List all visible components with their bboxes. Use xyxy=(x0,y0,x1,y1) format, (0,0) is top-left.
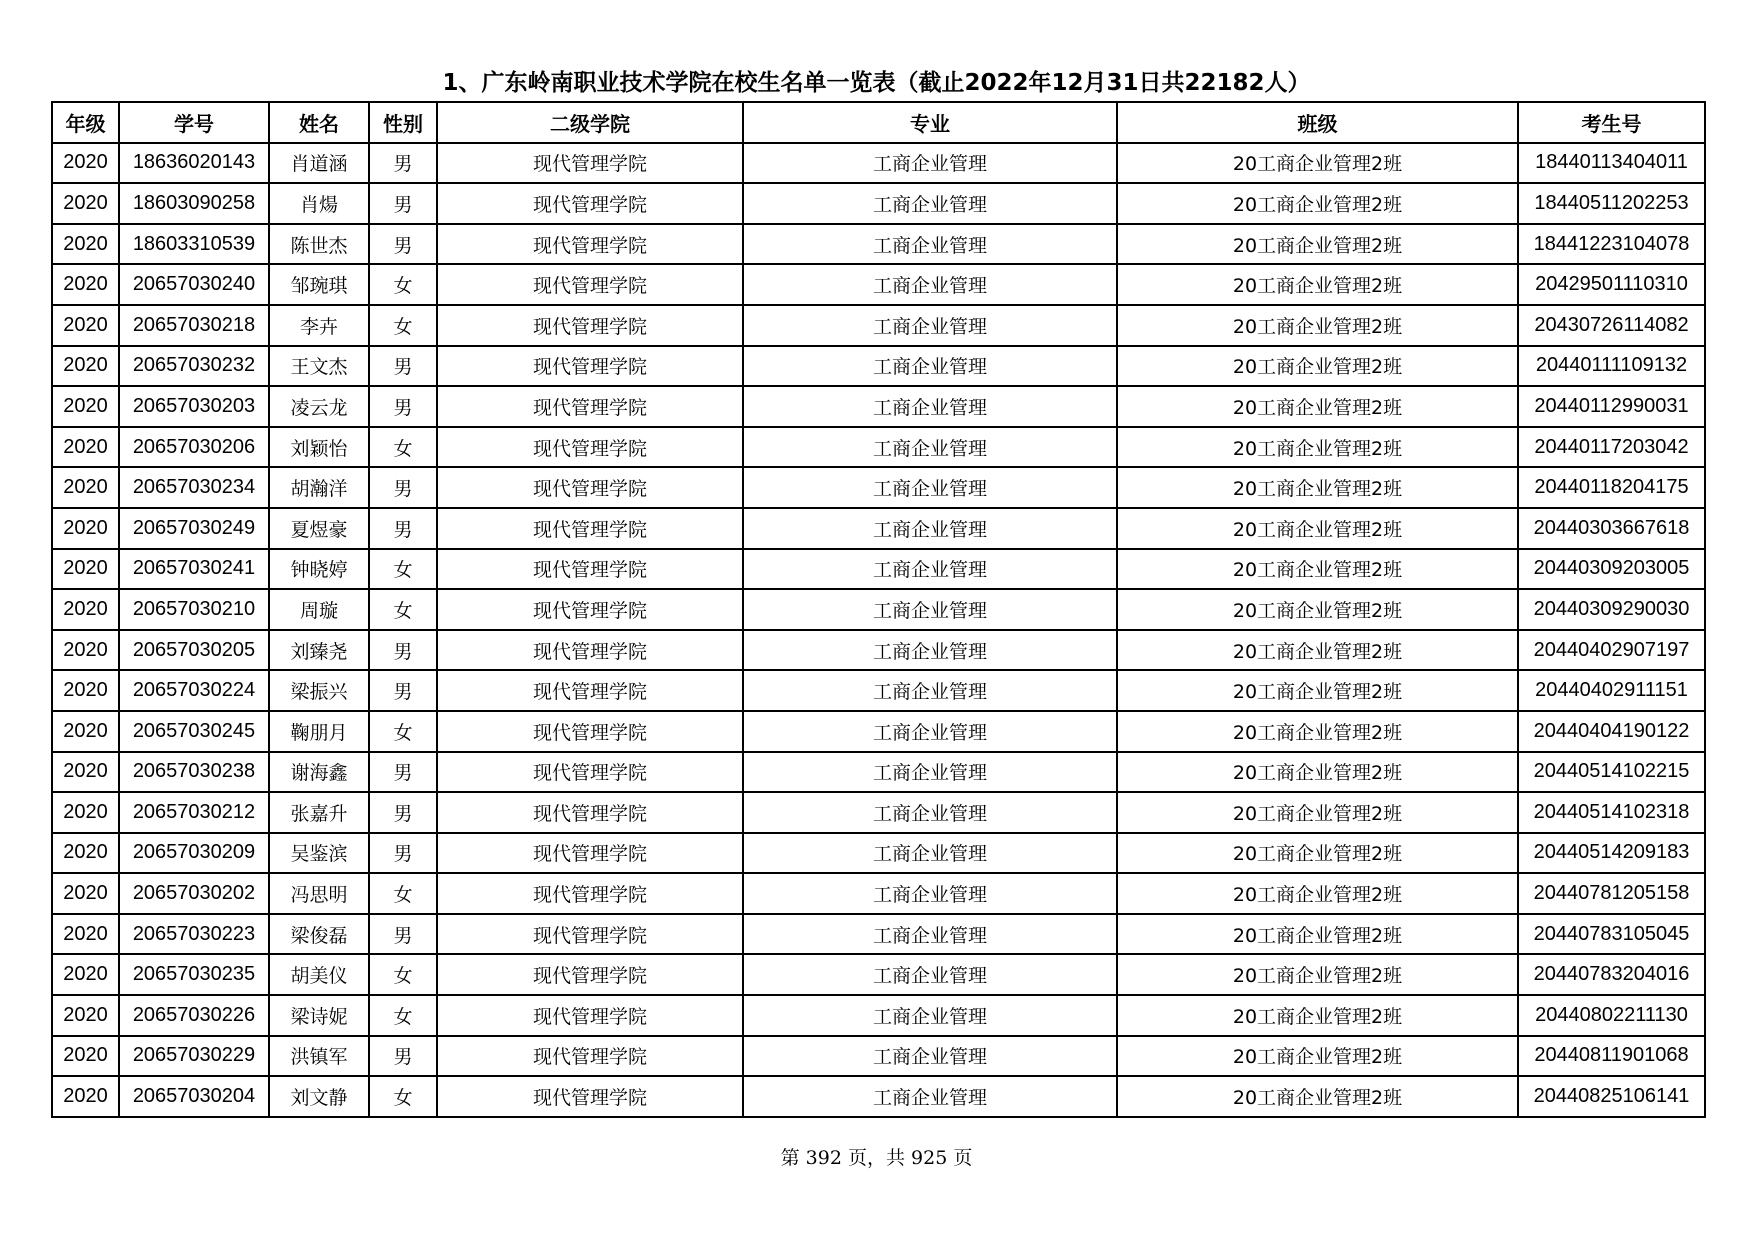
grade-cell: 2020 xyxy=(52,1076,119,1117)
gender-cell: 女 xyxy=(369,549,437,590)
table-row xyxy=(52,143,1705,184)
table-row xyxy=(52,914,1705,955)
major-cell: 工商企业管理 xyxy=(743,995,1117,1036)
name-cell: 李卉 xyxy=(269,305,369,346)
student-id-cell: 18636020143 xyxy=(119,143,269,184)
grade-cell: 2020 xyxy=(52,346,119,387)
header-class: 班级 xyxy=(1117,102,1518,143)
major-cell: 工商企业管理 xyxy=(743,630,1117,671)
college-cell: 现代管理学院 xyxy=(437,752,743,793)
name-cell: 洪镇军 xyxy=(269,1036,369,1077)
major-cell: 工商企业管理 xyxy=(743,873,1117,914)
name-cell: 冯思明 xyxy=(269,873,369,914)
class-cell: 20工商企业管理2班 xyxy=(1117,143,1518,184)
exam-number-cell: 20440402911151 xyxy=(1518,670,1705,711)
name-cell: 钟晓婷 xyxy=(269,549,369,590)
table-row xyxy=(52,792,1705,833)
class-cell: 20工商企业管理2班 xyxy=(1117,549,1518,590)
major-cell: 工商企业管理 xyxy=(743,1076,1117,1117)
student-id-cell: 20657030204 xyxy=(119,1076,269,1117)
gender-cell: 男 xyxy=(369,143,437,184)
name-cell: 肖道涵 xyxy=(269,143,369,184)
grade-cell: 2020 xyxy=(52,833,119,874)
college-cell: 现代管理学院 xyxy=(437,833,743,874)
class-cell: 20工商企业管理2班 xyxy=(1117,630,1518,671)
gender-cell: 男 xyxy=(369,386,437,427)
exam-number-cell: 20440783204016 xyxy=(1518,954,1705,995)
class-cell: 20工商企业管理2班 xyxy=(1117,467,1518,508)
table-row xyxy=(52,752,1705,793)
major-cell: 工商企业管理 xyxy=(743,792,1117,833)
table-row xyxy=(52,954,1705,995)
name-cell: 梁振兴 xyxy=(269,670,369,711)
student-id-cell: 20657030235 xyxy=(119,954,269,995)
grade-cell: 2020 xyxy=(52,386,119,427)
grade-cell: 2020 xyxy=(52,183,119,224)
table-header-row xyxy=(52,102,1705,143)
student-id-cell: 18603090258 xyxy=(119,183,269,224)
grade-cell: 2020 xyxy=(52,264,119,305)
exam-number-cell: 20440404190122 xyxy=(1518,711,1705,752)
name-cell: 刘颖怡 xyxy=(269,427,369,468)
table-row xyxy=(52,183,1705,224)
name-cell: 夏煜豪 xyxy=(269,508,369,549)
gender-cell: 男 xyxy=(369,467,437,508)
exam-number-cell: 20440112990031 xyxy=(1518,386,1705,427)
grade-cell: 2020 xyxy=(52,549,119,590)
student-id-cell: 20657030226 xyxy=(119,995,269,1036)
class-cell: 20工商企业管理2班 xyxy=(1117,954,1518,995)
name-cell: 吴鉴滨 xyxy=(269,833,369,874)
table-row xyxy=(52,711,1705,752)
gender-cell: 女 xyxy=(369,954,437,995)
student-id-cell: 18603310539 xyxy=(119,224,269,265)
student-roster-table xyxy=(51,101,1706,1118)
name-cell: 凌云龙 xyxy=(269,386,369,427)
exam-number-cell: 20440802211130 xyxy=(1518,995,1705,1036)
class-cell: 20工商企业管理2班 xyxy=(1117,386,1518,427)
class-cell: 20工商企业管理2班 xyxy=(1117,589,1518,630)
grade-cell: 2020 xyxy=(52,1036,119,1077)
gender-cell: 女 xyxy=(369,1076,437,1117)
college-cell: 现代管理学院 xyxy=(437,995,743,1036)
gender-cell: 女 xyxy=(369,711,437,752)
exam-number-cell: 18441223104078 xyxy=(1518,224,1705,265)
major-cell: 工商企业管理 xyxy=(743,752,1117,793)
class-cell: 20工商企业管理2班 xyxy=(1117,305,1518,346)
college-cell: 现代管理学院 xyxy=(437,711,743,752)
college-cell: 现代管理学院 xyxy=(437,670,743,711)
grade-cell: 2020 xyxy=(52,508,119,549)
gender-cell: 男 xyxy=(369,183,437,224)
grade-cell: 2020 xyxy=(52,752,119,793)
exam-number-cell: 20430726114082 xyxy=(1518,305,1705,346)
page-title: 1、广东岭南职业技术学院在校生名单一览表（截止2022年12月31日共22182人） xyxy=(442,70,1311,96)
major-cell: 工商企业管理 xyxy=(743,954,1117,995)
college-cell: 现代管理学院 xyxy=(437,427,743,468)
name-cell: 王文杰 xyxy=(269,346,369,387)
grade-cell: 2020 xyxy=(52,630,119,671)
major-cell: 工商企业管理 xyxy=(743,346,1117,387)
major-cell: 工商企业管理 xyxy=(743,386,1117,427)
header-student-id: 学号 xyxy=(119,102,269,143)
major-cell: 工商企业管理 xyxy=(743,264,1117,305)
student-id-cell: 20657030212 xyxy=(119,792,269,833)
name-cell: 刘文静 xyxy=(269,1076,369,1117)
college-cell: 现代管理学院 xyxy=(437,183,743,224)
major-cell: 工商企业管理 xyxy=(743,711,1117,752)
student-id-cell: 20657030245 xyxy=(119,711,269,752)
gender-cell: 女 xyxy=(369,873,437,914)
major-cell: 工商企业管理 xyxy=(743,143,1117,184)
student-id-cell: 20657030205 xyxy=(119,630,269,671)
table-row xyxy=(52,670,1705,711)
college-cell: 现代管理学院 xyxy=(437,264,743,305)
exam-number-cell: 20440118204175 xyxy=(1518,467,1705,508)
class-cell: 20工商企业管理2班 xyxy=(1117,346,1518,387)
name-cell: 刘臻尧 xyxy=(269,630,369,671)
college-cell: 现代管理学院 xyxy=(437,1076,743,1117)
table-row xyxy=(52,995,1705,1036)
grade-cell: 2020 xyxy=(52,589,119,630)
table-row xyxy=(52,386,1705,427)
major-cell: 工商企业管理 xyxy=(743,670,1117,711)
name-cell: 张嘉升 xyxy=(269,792,369,833)
exam-number-cell: 20440825106141 xyxy=(1518,1076,1705,1117)
exam-number-cell: 20440781205158 xyxy=(1518,873,1705,914)
table-row xyxy=(52,508,1705,549)
gender-cell: 男 xyxy=(369,346,437,387)
exam-number-cell: 20440811901068 xyxy=(1518,1036,1705,1077)
major-cell: 工商企业管理 xyxy=(743,508,1117,549)
student-id-cell: 20657030249 xyxy=(119,508,269,549)
name-cell: 肖煬 xyxy=(269,183,369,224)
gender-cell: 男 xyxy=(369,752,437,793)
student-id-cell: 20657030224 xyxy=(119,670,269,711)
name-cell: 陈世杰 xyxy=(269,224,369,265)
class-cell: 20工商企业管理2班 xyxy=(1117,752,1518,793)
class-cell: 20工商企业管理2班 xyxy=(1117,264,1518,305)
major-cell: 工商企业管理 xyxy=(743,833,1117,874)
student-id-cell: 20657030210 xyxy=(119,589,269,630)
student-id-cell: 20657030206 xyxy=(119,427,269,468)
name-cell: 邹琬琪 xyxy=(269,264,369,305)
gender-cell: 女 xyxy=(369,264,437,305)
college-cell: 现代管理学院 xyxy=(437,386,743,427)
exam-number-cell: 20440309290030 xyxy=(1518,589,1705,630)
exam-number-cell: 20440514209183 xyxy=(1518,833,1705,874)
name-cell: 梁俊磊 xyxy=(269,914,369,955)
table-row xyxy=(52,346,1705,387)
major-cell: 工商企业管理 xyxy=(743,224,1117,265)
exam-number-cell: 18440113404011 xyxy=(1518,143,1705,184)
name-cell: 胡美仪 xyxy=(269,954,369,995)
class-cell: 20工商企业管理2班 xyxy=(1117,833,1518,874)
major-cell: 工商企业管理 xyxy=(743,305,1117,346)
college-cell: 现代管理学院 xyxy=(437,508,743,549)
exam-number-cell: 20440111109132 xyxy=(1518,346,1705,387)
grade-cell: 2020 xyxy=(52,305,119,346)
gender-cell: 女 xyxy=(369,305,437,346)
gender-cell: 女 xyxy=(369,589,437,630)
exam-number-cell: 20429501110310 xyxy=(1518,264,1705,305)
exam-number-cell: 20440117203042 xyxy=(1518,427,1705,468)
table-row xyxy=(52,1076,1705,1117)
grade-cell: 2020 xyxy=(52,995,119,1036)
class-cell: 20工商企业管理2班 xyxy=(1117,427,1518,468)
gender-cell: 男 xyxy=(369,914,437,955)
grade-cell: 2020 xyxy=(52,670,119,711)
major-cell: 工商企业管理 xyxy=(743,427,1117,468)
gender-cell: 女 xyxy=(369,427,437,468)
table-row xyxy=(52,873,1705,914)
student-id-cell: 20657030232 xyxy=(119,346,269,387)
exam-number-cell: 20440309203005 xyxy=(1518,549,1705,590)
table-row xyxy=(52,305,1705,346)
college-cell: 现代管理学院 xyxy=(437,305,743,346)
student-id-cell: 20657030203 xyxy=(119,386,269,427)
grade-cell: 2020 xyxy=(52,792,119,833)
student-id-cell: 20657030209 xyxy=(119,833,269,874)
class-cell: 20工商企业管理2班 xyxy=(1117,670,1518,711)
name-cell: 胡瀚洋 xyxy=(269,467,369,508)
table-row xyxy=(52,264,1705,305)
class-cell: 20工商企业管理2班 xyxy=(1117,914,1518,955)
college-cell: 现代管理学院 xyxy=(437,873,743,914)
college-cell: 现代管理学院 xyxy=(437,346,743,387)
college-cell: 现代管理学院 xyxy=(437,467,743,508)
gender-cell: 男 xyxy=(369,508,437,549)
grade-cell: 2020 xyxy=(52,873,119,914)
college-cell: 现代管理学院 xyxy=(437,630,743,671)
class-cell: 20工商企业管理2班 xyxy=(1117,1076,1518,1117)
college-cell: 现代管理学院 xyxy=(437,1036,743,1077)
student-id-cell: 20657030202 xyxy=(119,873,269,914)
grade-cell: 2020 xyxy=(52,711,119,752)
class-cell: 20工商企业管理2班 xyxy=(1117,711,1518,752)
table-row xyxy=(52,589,1705,630)
gender-cell: 男 xyxy=(369,670,437,711)
student-id-cell: 20657030240 xyxy=(119,264,269,305)
header-name: 姓名 xyxy=(269,102,369,143)
major-cell: 工商企业管理 xyxy=(743,1036,1117,1077)
college-cell: 现代管理学院 xyxy=(437,143,743,184)
student-id-cell: 20657030229 xyxy=(119,1036,269,1077)
class-cell: 20工商企业管理2班 xyxy=(1117,508,1518,549)
table-row xyxy=(52,224,1705,265)
student-id-cell: 20657030223 xyxy=(119,914,269,955)
gender-cell: 男 xyxy=(369,833,437,874)
exam-number-cell: 20440303667618 xyxy=(1518,508,1705,549)
grade-cell: 2020 xyxy=(52,224,119,265)
exam-number-cell: 18440511202253 xyxy=(1518,183,1705,224)
gender-cell: 男 xyxy=(369,224,437,265)
major-cell: 工商企业管理 xyxy=(743,914,1117,955)
college-cell: 现代管理学院 xyxy=(437,589,743,630)
class-cell: 20工商企业管理2班 xyxy=(1117,792,1518,833)
major-cell: 工商企业管理 xyxy=(743,549,1117,590)
student-id-cell: 20657030218 xyxy=(119,305,269,346)
header-college: 二级学院 xyxy=(437,102,743,143)
table-row xyxy=(52,427,1705,468)
college-cell: 现代管理学院 xyxy=(437,792,743,833)
class-cell: 20工商企业管理2班 xyxy=(1117,873,1518,914)
class-cell: 20工商企业管理2班 xyxy=(1117,1036,1518,1077)
header-gender: 性别 xyxy=(369,102,437,143)
header-exam-number: 考生号 xyxy=(1518,102,1705,143)
gender-cell: 男 xyxy=(369,1036,437,1077)
major-cell: 工商企业管理 xyxy=(743,183,1117,224)
college-cell: 现代管理学院 xyxy=(437,224,743,265)
exam-number-cell: 20440402907197 xyxy=(1518,630,1705,671)
grade-cell: 2020 xyxy=(52,143,119,184)
name-cell: 谢海鑫 xyxy=(269,752,369,793)
table-body xyxy=(52,143,1705,1117)
exam-number-cell: 20440783105045 xyxy=(1518,914,1705,955)
major-cell: 工商企业管理 xyxy=(743,467,1117,508)
gender-cell: 男 xyxy=(369,792,437,833)
class-cell: 20工商企业管理2班 xyxy=(1117,995,1518,1036)
header-grade: 年级 xyxy=(52,102,119,143)
college-cell: 现代管理学院 xyxy=(437,914,743,955)
name-cell: 梁诗妮 xyxy=(269,995,369,1036)
table-row xyxy=(52,630,1705,671)
table-row xyxy=(52,833,1705,874)
class-cell: 20工商企业管理2班 xyxy=(1117,183,1518,224)
name-cell: 鞠朋月 xyxy=(269,711,369,752)
page-footer: 第 392 页，共 925 页 xyxy=(780,1147,973,1169)
exam-number-cell: 20440514102215 xyxy=(1518,752,1705,793)
table-row xyxy=(52,467,1705,508)
student-id-cell: 20657030234 xyxy=(119,467,269,508)
grade-cell: 2020 xyxy=(52,914,119,955)
table-row xyxy=(52,1036,1705,1077)
grade-cell: 2020 xyxy=(52,427,119,468)
gender-cell: 女 xyxy=(369,995,437,1036)
grade-cell: 2020 xyxy=(52,954,119,995)
exam-number-cell: 20440514102318 xyxy=(1518,792,1705,833)
major-cell: 工商企业管理 xyxy=(743,589,1117,630)
class-cell: 20工商企业管理2班 xyxy=(1117,224,1518,265)
header-major: 专业 xyxy=(743,102,1117,143)
name-cell: 周璇 xyxy=(269,589,369,630)
grade-cell: 2020 xyxy=(52,467,119,508)
table-row xyxy=(52,549,1705,590)
student-id-cell: 20657030241 xyxy=(119,549,269,590)
college-cell: 现代管理学院 xyxy=(437,549,743,590)
gender-cell: 男 xyxy=(369,630,437,671)
college-cell: 现代管理学院 xyxy=(437,954,743,995)
student-id-cell: 20657030238 xyxy=(119,752,269,793)
